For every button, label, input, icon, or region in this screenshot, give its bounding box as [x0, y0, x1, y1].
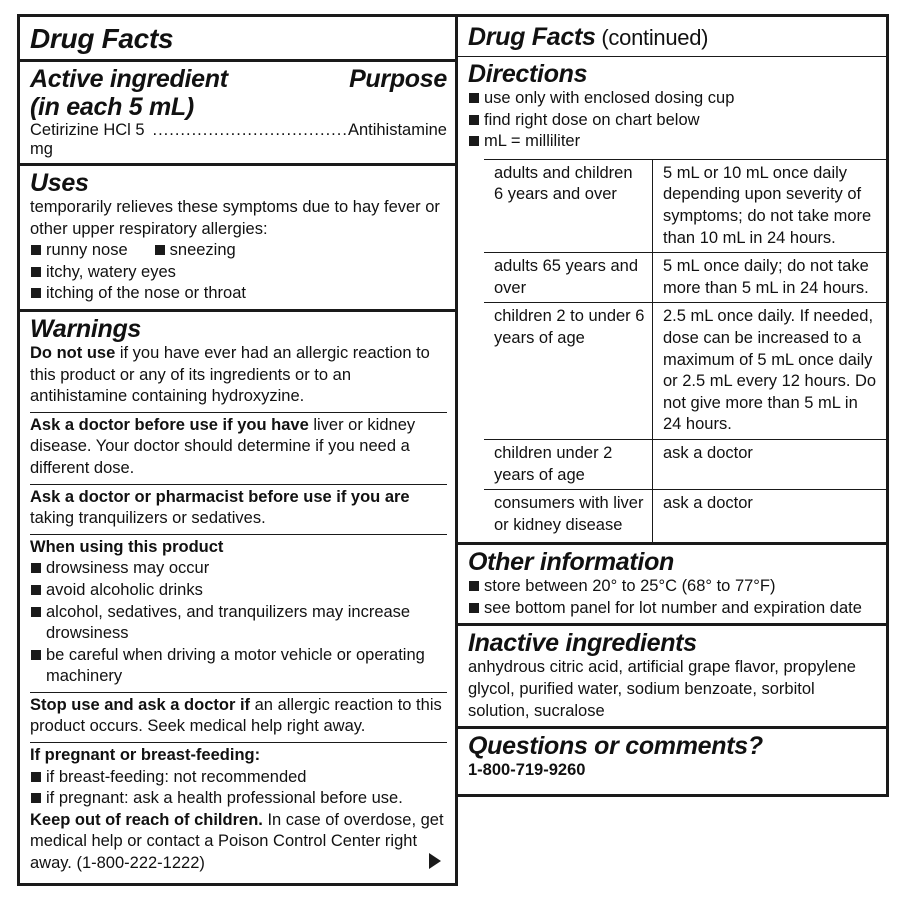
- dosage-who: adults 65 years and over: [484, 253, 653, 303]
- questions-heading: Questions or comments?: [468, 732, 763, 761]
- list-item: alcohol, sedatives, and tranquilizers may increase drowsiness: [30, 602, 447, 645]
- list-item: see bottom panel for lot number and expiration date: [468, 598, 878, 620]
- dosage-table: [484, 159, 886, 543]
- other-information-section: [458, 545, 886, 626]
- dosage-who: children under 2 years of age: [484, 439, 653, 489]
- ingredient-purpose: Antihistamine: [347, 121, 447, 139]
- questions-section: [458, 729, 886, 786]
- stop-use-paragraph: Stop use and ask a doctor if an allergic reaction to this product occurs. Seek medical help right away.: [30, 692, 447, 738]
- when-using-block: [30, 534, 447, 688]
- other-information-heading: Other information: [468, 548, 675, 577]
- title-section: [20, 17, 455, 62]
- active-ingredient-section: [20, 62, 455, 166]
- dosage-amount: 5 mL once daily; do not take more than 5 mL in 24 hours.: [663, 257, 869, 297]
- pregnancy-block: [30, 742, 447, 875]
- directions-section: [458, 57, 886, 545]
- list-item: store between 20° to 25°C (68° to 77°F): [468, 576, 878, 598]
- table-row: [484, 303, 886, 440]
- page-title: Drug Facts: [30, 23, 174, 54]
- questions-phone: 1-800-719-9260: [468, 761, 586, 780]
- pregnancy-heading: If pregnant or breast-feeding:: [30, 746, 261, 765]
- leader-dots: ...................................: [152, 121, 348, 139]
- dosage-who: adults and children 6 years and over: [484, 159, 653, 252]
- ask-doctor-paragraph: Ask a doctor before use if you have liver or kidney disease. Your doctor should determine if you need a different dose.: [30, 412, 447, 480]
- list-item: be careful when driving a motor vehicle or operating machinery: [30, 645, 447, 688]
- continue-arrow-icon: [429, 853, 441, 869]
- uses-section: [20, 166, 455, 312]
- table-row: [484, 490, 886, 543]
- active-ingredient-heading: Active ingredient (in each 5 mL): [30, 65, 228, 121]
- list-item: avoid alcoholic drinks: [30, 580, 447, 602]
- list-item: drowsiness may occur: [30, 558, 447, 580]
- dosage-amount: 5 mL or 10 mL once daily depending upon severity of symptoms; do not take more than 10 mL in 24 hours.: [663, 163, 872, 247]
- inactive-ingredients-heading: Inactive ingredients: [468, 629, 697, 658]
- inactive-ingredients-section: [458, 626, 886, 729]
- list-item: if pregnant: ask a health professional before use.: [30, 788, 447, 810]
- dosage-amount: 2.5 mL once daily. If needed, dose can be increased to a maximum of 5 mL once daily or 2.5 mL every 12 hours. Do not give more than 5 mL in 24 hours.: [663, 307, 877, 434]
- continued-title-section: [458, 17, 886, 57]
- list-item: itchy, watery eyes: [30, 262, 447, 284]
- list-item: mL = milliliter: [468, 131, 886, 153]
- warnings-heading: Warnings: [30, 314, 142, 343]
- list-item: find right dose on chart below: [468, 110, 886, 132]
- list-item: runny nose: [30, 240, 128, 262]
- inactive-ingredients-text: anhydrous citric acid, artificial grape flavor, propylene glycol, purified water, sodium benzoate, sorbitol solution, sucralose: [468, 658, 856, 720]
- when-using-heading: When using this product: [30, 537, 224, 556]
- list-item: use only with enclosed dosing cup: [468, 88, 886, 110]
- directions-heading: Directions: [468, 60, 588, 88]
- table-row: [484, 159, 886, 252]
- drug-facts-left-panel: [17, 14, 458, 886]
- do-not-use-paragraph: Do not use if you have ever had an allergic reaction to this product or any of its ingredients or to an antihistamine containing hydroxyzine.: [30, 343, 430, 406]
- dosage-who: children 2 to under 6 years of age: [484, 303, 653, 440]
- drug-facts-right-panel: [455, 14, 889, 797]
- table-row: [484, 439, 886, 489]
- keep-out-paragraph: Keep out of reach of children. In case of overdose, get medical help or contact a Poison Control Center right away. (1-800-222-1222): [30, 810, 444, 873]
- table-row: [484, 253, 886, 303]
- uses-intro: temporarily relieves these symptoms due to hay fever or other upper respiratory allergies:: [30, 198, 440, 238]
- dosage-who: consumers with liver or kidney disease: [484, 490, 653, 543]
- dosage-amount: ask a doctor: [663, 443, 753, 462]
- ask-pharmacist-paragraph: Ask a doctor or pharmacist before use if you are taking tranquilizers or sedatives.: [30, 484, 447, 530]
- purpose-heading: Purpose: [349, 65, 447, 93]
- list-item: sneezing: [154, 240, 236, 262]
- warnings-section: [20, 312, 455, 879]
- list-item: itching of the nose or throat: [30, 283, 447, 305]
- list-item: if breast-feeding: not recommended: [30, 767, 447, 789]
- ingredient-line: [30, 121, 447, 159]
- dosage-amount: ask a doctor: [663, 494, 753, 513]
- uses-heading: Uses: [30, 169, 89, 197]
- continued-title: Drug Facts (continued): [468, 23, 709, 51]
- ingredient-name: Cetirizine HCl 5 mg: [30, 121, 145, 158]
